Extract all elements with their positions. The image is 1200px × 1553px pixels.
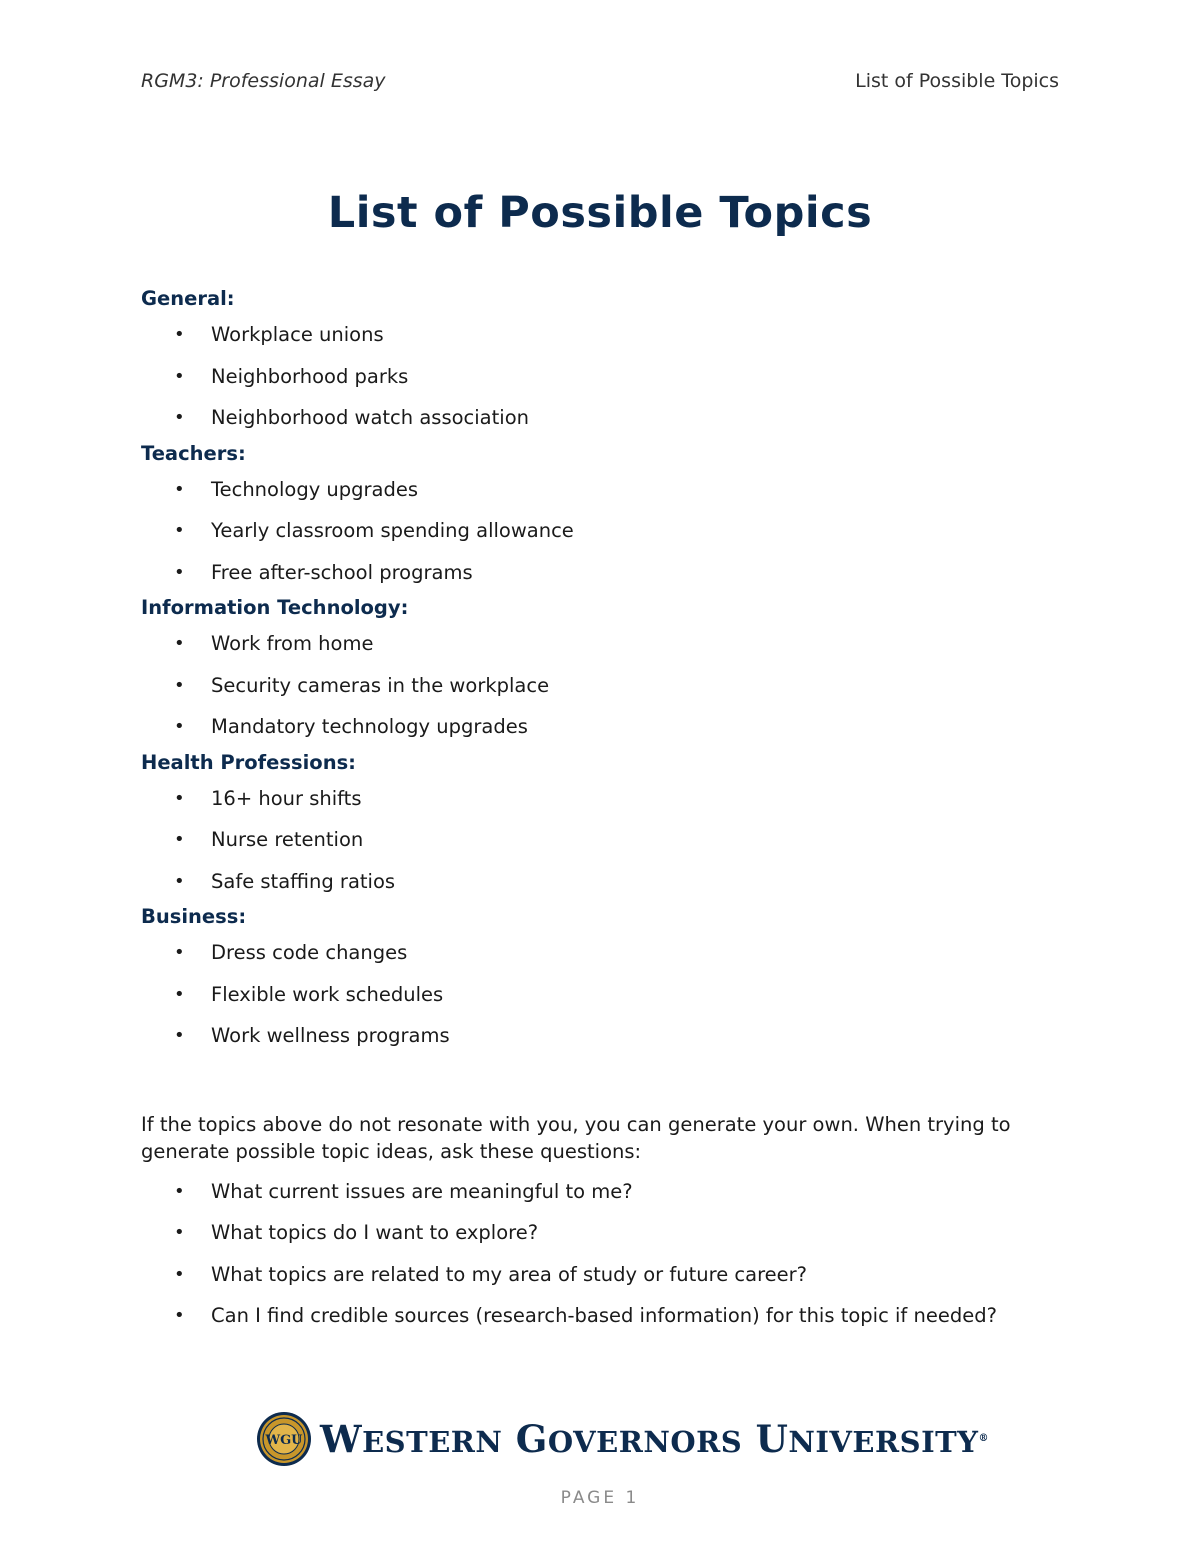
question-text: What topics are related to my area of study or future career?	[211, 1262, 808, 1286]
question-text: What current issues are meaningful to me?	[211, 1179, 633, 1203]
question-text: What topics do I want to explore?	[211, 1221, 539, 1244]
list-item	[141, 974, 1061, 1016]
list-item-text: Nurse retention	[211, 828, 364, 851]
list-item	[141, 932, 1061, 974]
list-item-text: Mandatory technology upgrades	[211, 715, 528, 738]
list-item-text: Neighborhood watch association	[211, 406, 529, 429]
page-title: List of Possible Topics	[327, 188, 873, 238]
list-item-text: Safe staffing ratios	[211, 869, 396, 893]
page-number: PAGE 1	[560, 1488, 640, 1508]
bullet-icon: •	[174, 674, 185, 696]
list-item-text: 16+ hour shifts	[211, 786, 362, 810]
list-item	[141, 706, 1061, 748]
section-heading: Teachers:	[141, 441, 246, 465]
seal-letters: WGU	[265, 1433, 303, 1448]
bullet-icon: •	[174, 716, 185, 737]
topic-list	[141, 469, 1061, 594]
header-document-title: List of Possible Topics	[855, 70, 1059, 92]
list-item-text: Flexible work schedules	[211, 982, 444, 1006]
topic-list	[141, 623, 1061, 748]
list-item	[141, 1171, 1061, 1213]
list-item	[141, 1295, 1061, 1337]
list-item	[141, 314, 1061, 356]
topic-sections	[141, 284, 1061, 1057]
bullet-icon: •	[174, 520, 185, 541]
question-list	[141, 1171, 1061, 1337]
section-heading: Health Professions:	[141, 750, 356, 774]
list-item	[141, 623, 1061, 665]
list-item-text: Yearly classroom spending allowance	[211, 519, 574, 542]
bullet-icon: •	[174, 407, 185, 428]
list-item	[141, 469, 1061, 511]
bullet-icon: •	[174, 787, 185, 809]
topic-list	[141, 932, 1061, 1057]
list-item-text: Workplace unions	[211, 323, 384, 346]
bullet-icon: •	[174, 1263, 185, 1285]
intro-paragraph: If the topics above do not resonate with you, you can generate your own. When trying to generate possible topic ideas, ask these questions:	[141, 1112, 1011, 1163]
list-item-text: Work from home	[211, 632, 374, 655]
page-header	[141, 70, 1059, 98]
bullet-icon: •	[174, 324, 185, 345]
section-heading: General:	[141, 287, 235, 310]
bullet-icon: •	[174, 478, 185, 500]
document-body	[141, 284, 1061, 1337]
list-item	[141, 397, 1061, 439]
list-item-text: Technology upgrades	[211, 477, 419, 501]
topic-list	[141, 314, 1061, 439]
question-text: Can I find credible sources (research-based information) for this topic if needed?	[211, 1304, 997, 1327]
section-heading: Business:	[141, 905, 247, 928]
list-item	[141, 552, 1061, 594]
university-seal-icon	[256, 1411, 312, 1467]
header-course-title: RGM3: Professional Essay	[141, 70, 386, 92]
bullet-icon: •	[174, 1025, 185, 1046]
list-item-text: Security cameras in the workplace	[211, 673, 550, 697]
university-wordmark: WESTERN GOVERNORS UNIVERSITY®	[320, 1417, 989, 1461]
bullet-icon: •	[174, 561, 185, 583]
bullet-icon: •	[174, 983, 185, 1005]
section-heading: Information Technology:	[141, 596, 409, 619]
bullet-icon: •	[174, 365, 185, 387]
list-item	[141, 819, 1061, 861]
bullet-icon: •	[174, 1180, 185, 1202]
topic-list	[141, 778, 1061, 903]
list-item	[141, 1254, 1061, 1296]
list-item	[141, 510, 1061, 552]
list-item	[141, 1015, 1061, 1057]
bullet-icon: •	[174, 942, 185, 963]
list-item-text: Dress code changes	[211, 941, 408, 964]
list-item	[141, 1212, 1061, 1254]
bullet-icon: •	[174, 1222, 185, 1243]
bullet-icon: •	[174, 829, 185, 850]
bullet-icon: •	[174, 633, 185, 654]
list-item-text: Free after-school programs	[211, 560, 473, 584]
list-item-text: Neighborhood parks	[211, 364, 409, 388]
list-item	[141, 861, 1061, 903]
wgu-logo	[256, 1411, 989, 1469]
list-item-text: Work wellness programs	[211, 1024, 450, 1047]
list-item	[141, 665, 1061, 707]
bullet-icon: •	[174, 1305, 185, 1326]
list-item	[141, 356, 1061, 398]
list-item	[141, 778, 1061, 820]
bullet-icon: •	[174, 870, 185, 892]
